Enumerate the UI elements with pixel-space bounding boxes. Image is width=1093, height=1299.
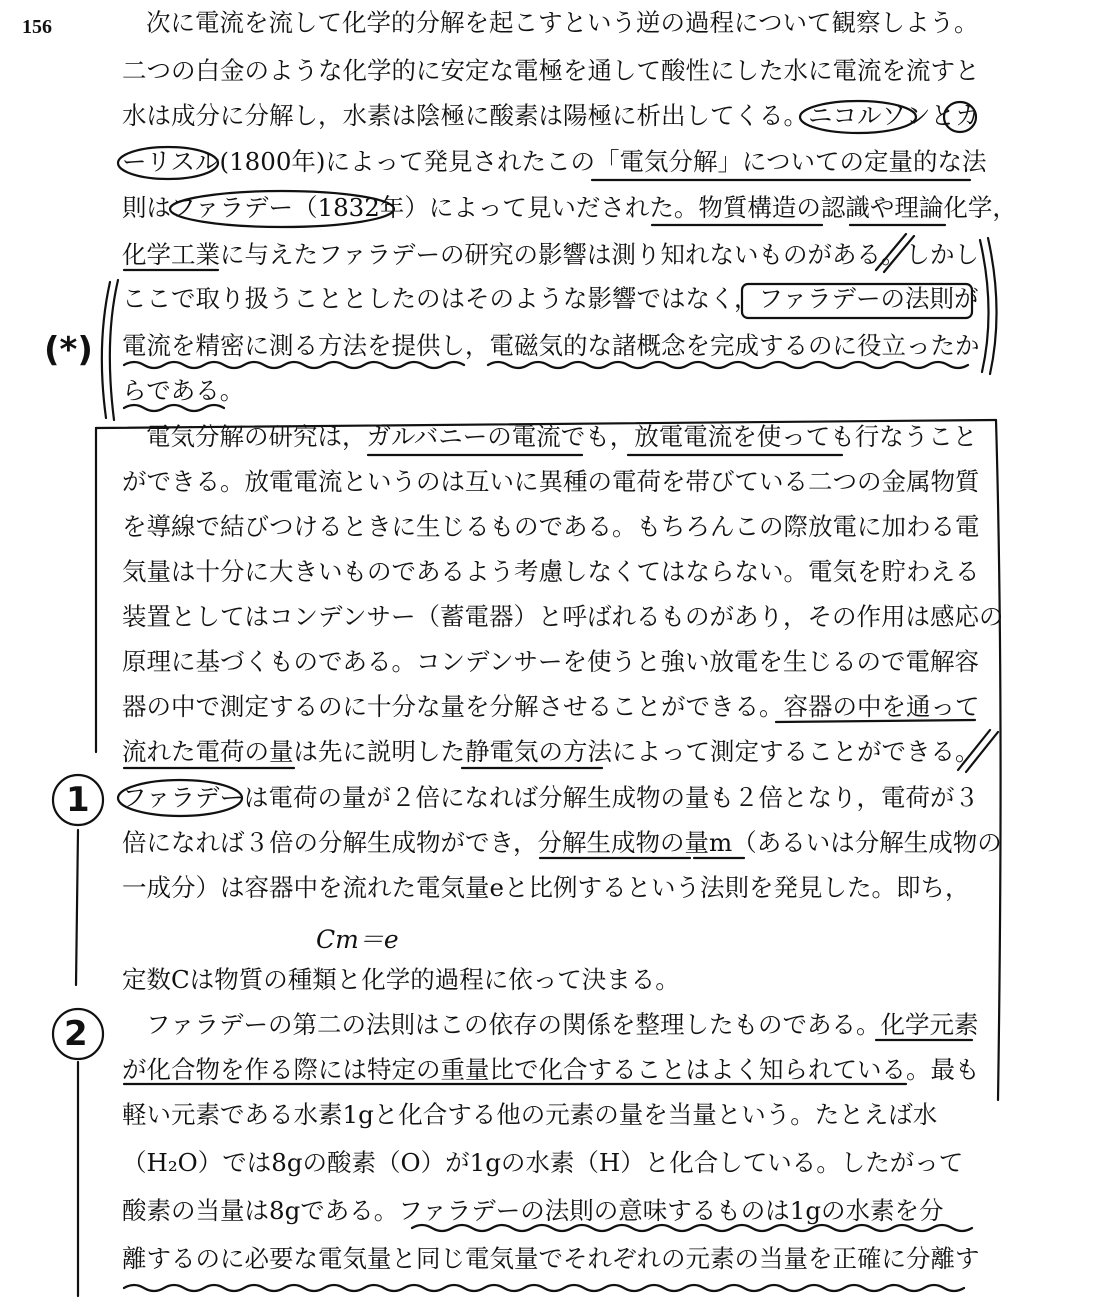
page-number: 156 <box>22 16 52 38</box>
text-line: 水は成分に分解し，水素は陰極に酸素は陽極に析出してくる。ニコルソンとカ <box>122 101 980 130</box>
text-line: らである。 <box>122 376 245 405</box>
section-box-line <box>996 420 1001 1100</box>
margin-number-2-mark: 2 <box>64 1014 88 1054</box>
text-line: （H₂O）では8gの酸素（O）が1gの水素（H）と化合している。したがって <box>122 1148 964 1177</box>
text-line: 次に電流を流して化学的分解を起こすという逆の過程について観察しよう。 <box>146 8 979 37</box>
wavy-underline-mark <box>488 362 968 368</box>
text-line: 則はファラデー（1832年）によって見いだされた。物質構造の認識や理論化学， <box>122 193 1017 222</box>
text-line: 化学工業に与えたファラデーの研究の影響は測り知れないものがある。しかし <box>122 240 980 269</box>
text-line: 一成分）は容器中を流れた電気量eと比例するという法則を発見した。即ち， <box>122 873 970 902</box>
text-line: が化合物を作る際には特定の重量比で化合することはよく知られている。最も <box>122 1055 980 1084</box>
margin-asterisk-mark: (*) <box>44 330 93 370</box>
text-line: 酸素の当量は8gである。ファラデーの法則の意味するものは1gの水素を分 <box>122 1196 944 1225</box>
text-line: ここで取り扱うこととしたのはそのような影響ではなく，ファラデーの法則が <box>122 284 979 313</box>
text-line: 離するのに必要な電気量と同じ電気量でそれぞれの元素の当量を正確に分離す <box>122 1244 980 1273</box>
text-line: 気量は十分に大きいものであるよう考慮しなくてはならない。電気を貯わえる <box>122 557 980 586</box>
text-line: ができる。放電電流というのは互いに異種の電荷を帯びている二つの金属物質 <box>122 467 980 496</box>
wavy-underline-mark <box>124 1285 964 1291</box>
text-line: 定数Cは物質の種類と化学的過程に依って決まる。 <box>122 965 680 994</box>
text-line: 器の中で測定するのに十分な量を分解させることができる。容器の中を通って <box>122 692 980 721</box>
margin-number-1-mark: 1 <box>66 780 90 820</box>
bracket-mark <box>980 240 989 372</box>
text-line: 電気分解の研究は，ガルバニーの電流でも，放電電流を使っても行なうこと <box>146 422 978 451</box>
text-line: 軽い元素である水素1gと化合する他の元素の量を当量という。たとえば水 <box>122 1100 938 1129</box>
text-line: ファラデーは電荷の量が２倍になれば分解生成物の量も２倍となり，電荷が３ <box>122 783 980 812</box>
text-line: ーリスル(1800年)によって発見されたこの「電気分解」についての定量的な法 <box>122 147 987 176</box>
text-line: 装置としてはコンデンサー（蓄電器）と呼ばれるものがあり，その作用は感応の <box>122 602 1004 631</box>
text-line: 原理に基づくものである。コンデンサーを使うと強い放電を生じるので電解容 <box>122 647 980 676</box>
bracket-mark <box>110 280 118 420</box>
text-line: 二つの白金のような化学的に安定な電極を通して酸性にした水に電流を流すと <box>122 56 980 85</box>
text-line: ファラデーの第二の法則はこの依存の関係を整理したものである。化学元素 <box>146 1010 979 1039</box>
section-box-line <box>76 830 78 985</box>
text-line: 倍になれば３倍の分解生成物ができ，分解生成物の量m（あるいは分解生成物の <box>122 828 1002 857</box>
formula: Cm＝e <box>316 925 399 954</box>
text-line: 流れた電荷の量は先に説明した静電気の方法によって測定することができる。 <box>122 737 980 766</box>
wavy-underline-mark <box>124 362 464 368</box>
bracket-mark <box>102 282 110 418</box>
text-line: を導線で結びつけるときに生じるものである。もちろんこの際放電に加わる電 <box>122 512 980 541</box>
bracket-mark <box>988 238 997 374</box>
text-line: 電流を精密に測る方法を提供し，電磁気的な諸概念を完成するのに役立ったか <box>122 331 980 360</box>
